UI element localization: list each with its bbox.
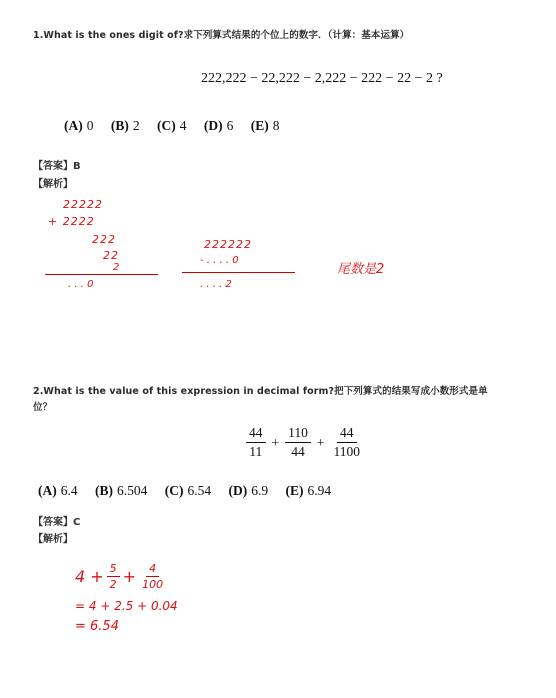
q1-option-d: (D) 6 <box>203 118 234 133</box>
q2-hw-line3: = 6.54 <box>75 619 119 634</box>
q1-hw-col2-result: . . . . 2 <box>200 279 232 290</box>
q2-title-line1: 2.What is the value of this expression in decimal form?把下列算式的结果写成小数形式是单 <box>33 386 488 397</box>
q1-hw-note: 尾数是2 <box>337 262 385 277</box>
q2-option-b: (B) 6.504 <box>95 483 148 498</box>
q1-hw-col2-line1: 222222 <box>204 238 252 251</box>
q2-option-a: (A) 6.4 <box>38 483 78 498</box>
q1-hw-line4: 22 <box>103 249 119 262</box>
q1-hw-result1: . . . 0 <box>68 279 94 290</box>
q1-expression: 222,222 − 22,222 − 2,222 − 222 − 22 − 2 ? <box>201 71 443 86</box>
q2-fraction-2: $\frac{110}{44}$ <box>285 425 311 460</box>
q1-option-e: (E) 8 <box>250 118 280 133</box>
q2-answer-label: 【答案】C <box>33 517 81 528</box>
q2-plus-1: + <box>271 434 280 450</box>
q1-hw-line5: 2 <box>113 262 120 273</box>
q1-option-c: (C) 4 <box>157 118 187 133</box>
q2-expression <box>244 425 365 460</box>
q1-option-a: (A) 0 <box>64 118 94 133</box>
q1-hw-line3: 222 <box>92 233 116 246</box>
q1-option-b: (B) 2 <box>110 118 140 133</box>
q2-analysis-label: 【解析】 <box>33 534 73 545</box>
q1-hw-rule1 <box>45 274 158 275</box>
q1-hw-col2-line2: - . . . . 0 <box>200 255 239 266</box>
q2-plus-2: + <box>316 434 325 450</box>
q2-option-c: (C) 6.54 <box>164 483 212 498</box>
q2-options <box>38 483 331 499</box>
q1-options <box>64 118 280 134</box>
q2-title-line2: 位？ <box>33 402 53 413</box>
q1-hw-rule2 <box>182 272 295 273</box>
q1-title: 1.What is the ones digit of?求下列算式结果的个位上的数字．（计算：基本运算） <box>33 30 410 41</box>
q2-hw-line1: 4 + $\frac{5}{2}$ + $\frac{4}{100}$ <box>75 562 164 591</box>
q2-fraction-3: $\frac{44}{1100}$ <box>333 425 360 459</box>
q2-option-d: (D) 6.9 <box>228 483 269 498</box>
q2-hw-line2: = 4 + 2.5 + 0.04 <box>75 599 178 613</box>
q1-hw-line2: + 2222 <box>48 215 95 228</box>
q2-option-e: (E) 6.94 <box>285 483 332 498</box>
q1-hw-line1: 22222 <box>63 198 103 211</box>
q1-answer-label: 【答案】B <box>33 161 81 172</box>
q1-analysis-label: 【解析】 <box>33 179 73 190</box>
q2-fraction-1: $\frac{44}{11}$ <box>246 425 266 460</box>
